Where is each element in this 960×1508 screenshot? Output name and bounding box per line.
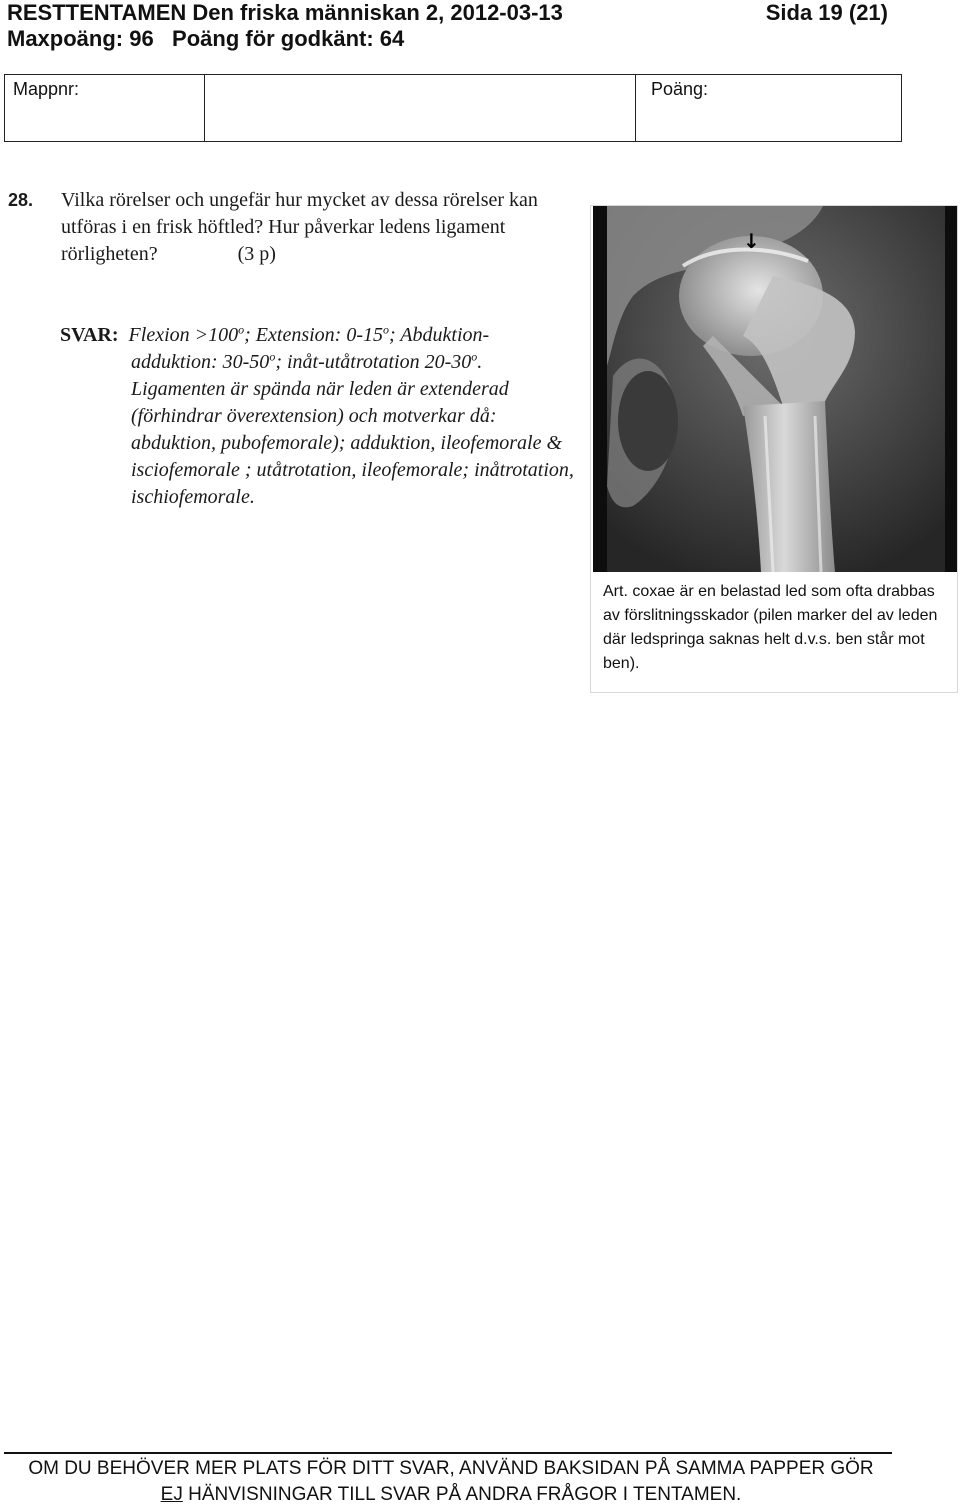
degree-mark: o — [383, 322, 389, 337]
page-number: Sida 19 (21) — [765, 0, 888, 25]
answer-text: ; Extension: 0-15 — [244, 324, 383, 346]
degree-mark: o — [269, 349, 276, 364]
blank-cell[interactable] — [205, 75, 636, 141]
degree-mark: o — [471, 349, 478, 364]
question-number: 28. — [8, 190, 34, 210]
exam-title: RESTTENTAMEN Den friska människan 2, 2012-03-13 — [7, 0, 563, 25]
footer-line-2-text: HÄNVISNINGAR TILL SVAR PÅ ANDRA FRÅGOR I TENTAMEN. — [182, 1484, 742, 1505]
mappnr-label: Mappnr: — [13, 79, 80, 99]
figure-caption: Art. coxae är en belastad led som ofta drabbas av förslitningsskador (pilen marker del av leden där ledspringa saknas helt d.v.s. ben står mot ben). — [603, 583, 938, 672]
answer — [60, 322, 580, 511]
arrow-icon: ↓ — [743, 229, 760, 253]
poang-cell[interactable] — [637, 75, 901, 141]
answer-second-line — [131, 349, 580, 376]
question-body: Vilka rörelser och ungefär hur mycket av dessa rörelser kan utföras i en frisk höftled? Hur påverkar ledens ligament rörligheten? — [61, 189, 538, 265]
footer-line-1: OM DU BEHÖVER MER PLATS FÖR DITT SVAR, ANVÄND BAKSIDAN PÅ SAMMA PAPPER GÖR — [28, 1458, 874, 1479]
hip-xray-image — [593, 206, 957, 572]
footer-ej: EJ — [160, 1484, 183, 1505]
points-line: Maxpoäng: 96 Poäng för godkänt: 64 — [7, 26, 405, 51]
answer-text: ; Abduktion- — [389, 324, 490, 346]
answer-label: SVAR: — [60, 324, 119, 346]
id-table — [4, 74, 902, 142]
footer-divider — [4, 1452, 892, 1454]
poang-label: Poäng: — [651, 79, 709, 99]
question-text — [61, 187, 581, 268]
answer-first-line — [60, 322, 580, 349]
answer-text: . — [477, 351, 483, 373]
answer-text: ; inåt-utåtrotation 20-30 — [275, 351, 472, 373]
degree-mark: o — [238, 322, 245, 337]
mappnr-cell[interactable] — [5, 75, 205, 141]
answer-body: Ligamenten är spända när leden är extenderad (förhindrar överextension) och motverkar då: abduktion, pubofemorale); adduktion, ileofemorale & isciofemorale ; utåtrotation, ileofemorale; inåtrotation, ischiofemorale. — [131, 378, 574, 508]
answer-text: adduktion: 30-50 — [131, 351, 270, 373]
answer-text: Flexion >100 — [128, 324, 239, 346]
figure — [590, 205, 958, 693]
question-points: (3 p) — [237, 243, 276, 265]
footer-line-2 — [6, 1482, 896, 1508]
footer-note — [6, 1456, 896, 1508]
